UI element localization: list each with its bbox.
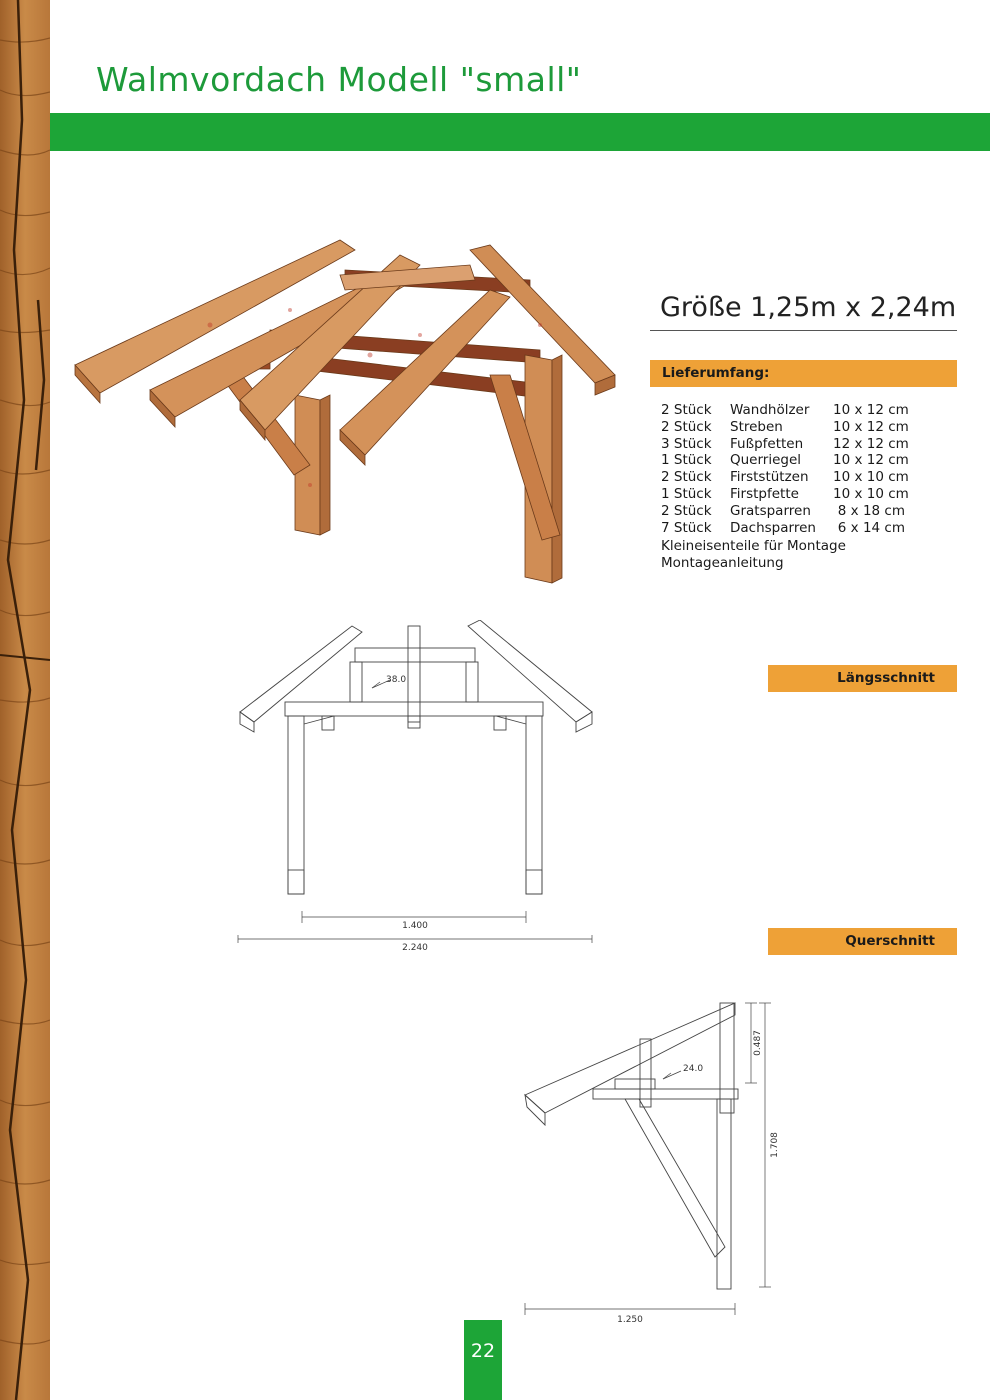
page-number: 22	[470, 1340, 496, 1362]
part-dim: 10 x 10 cm	[833, 485, 909, 502]
part-qty: 2 Stück	[661, 418, 712, 435]
part-dim: 10 x 10 cm	[833, 469, 909, 486]
quer-dim-height-total: 1.708	[770, 1132, 780, 1158]
part-name: Dachsparren	[730, 519, 816, 536]
laengsschnitt-drawing	[230, 620, 600, 955]
part-qty: 2 Stück	[661, 502, 712, 519]
part-dim: 10 x 12 cm	[833, 452, 909, 469]
part-qty: 2 Stück	[661, 402, 712, 418]
quer-angle-label: 24.0	[683, 1064, 704, 1074]
quer-dim-height-top: 0.487	[753, 1030, 763, 1056]
part-qty: 1 Stück	[661, 452, 712, 469]
quer-dim-width: 1.250	[617, 1315, 643, 1325]
page-title: Walmvordach Modell "small"	[96, 60, 582, 99]
part-qty: 1 Stück	[661, 485, 712, 502]
part-name: Querriegel	[730, 452, 802, 469]
part-name: Gratsparren	[730, 502, 811, 519]
header-bar	[50, 113, 990, 151]
scope-label: Lieferumfang:	[650, 360, 957, 387]
wood-texture-image	[0, 0, 50, 1400]
part-dim: 8 x 18 cm	[837, 502, 905, 519]
querschnitt-label: Querschnitt	[768, 928, 957, 955]
part-dim: 6 x 14 cm	[837, 519, 905, 536]
page-number-box	[464, 1320, 502, 1400]
size-heading: Größe 1,25m x 2,24m	[660, 292, 957, 323]
part-name: Streben	[730, 418, 783, 435]
part-name: Firststützen	[730, 469, 809, 486]
laengs-angle-label: 38.0	[386, 675, 407, 685]
laengs-dim-outer: 2.240	[402, 943, 428, 953]
laengsschnitt-label: Längsschnitt	[768, 665, 957, 692]
part-name: Firstpfette	[730, 485, 799, 502]
part-dim: 10 x 12 cm	[833, 418, 909, 435]
querschnitt-drawing	[515, 995, 790, 1330]
wood-texture-strip	[0, 0, 50, 1400]
laengs-dim-inner: 1.400	[402, 921, 428, 931]
roof-3d-illustration	[70, 235, 630, 585]
part-qty: 2 Stück	[661, 469, 712, 486]
size-underline	[650, 330, 957, 331]
extra-item: Montageanleitung	[661, 555, 784, 571]
part-qty: 7 Stück	[661, 519, 712, 536]
part-qty: 3 Stück	[661, 435, 712, 452]
part-name: Wandhölzer	[730, 402, 810, 418]
part-dim: 12 x 12 cm	[833, 435, 909, 452]
part-dim: 10 x 12 cm	[833, 402, 909, 418]
part-name: Fußpfetten	[730, 435, 804, 452]
extra-item: Kleineisenteile für Montage	[661, 538, 846, 554]
